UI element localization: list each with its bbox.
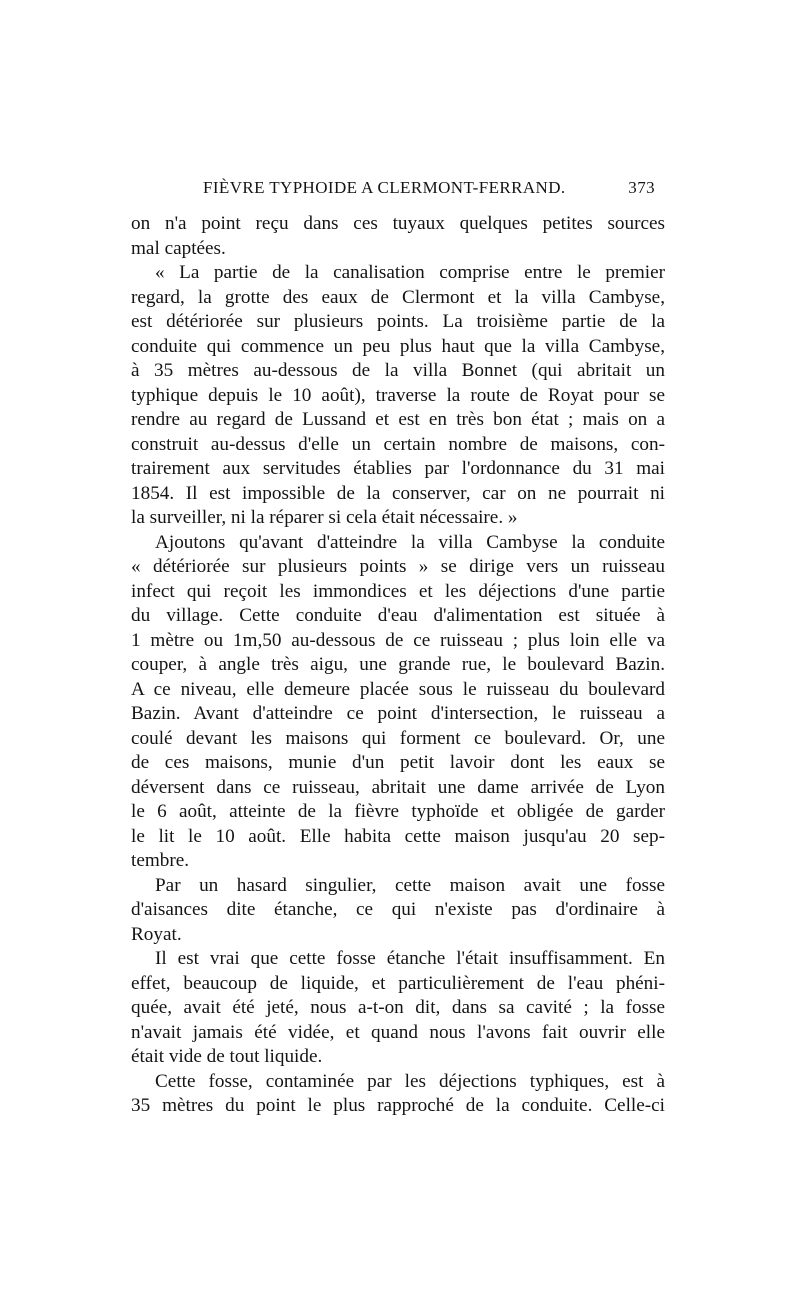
- text-line: Par un hasard singulier, cette maison avait une fosse: [155, 874, 665, 896]
- text-line: Royat.: [131, 923, 182, 945]
- text-line: la surveiller, ni la réparer si cela était nécessaire. »: [131, 507, 518, 528]
- text-line: à 35 mètres au-dessous de la villa Bonnet (qui abritait un: [131, 360, 665, 381]
- text-line: regard, la grotte des eaux de Clermont et la villa Cambyse,: [131, 286, 665, 308]
- text-line: est détériorée sur plusieurs points. La troisième partie de la: [131, 311, 665, 332]
- page-number: 373: [628, 178, 655, 197]
- text-line: Bazin. Avant d'atteindre ce point d'intersection, le ruisseau a: [131, 703, 665, 724]
- text-line: conduite qui commence un peu plus haut que la villa Cambyse,: [131, 335, 665, 357]
- text-line: de ces maisons, munie d'un petit lavoir dont les eaux se: [131, 752, 665, 773]
- paragraph: [131, 212, 665, 261]
- text-line: on n'a point reçu dans ces tuyaux quelques petites sources: [131, 213, 665, 234]
- paragraph: [131, 531, 665, 874]
- body-text: [131, 212, 665, 1119]
- text-line: construit au-dessus d'elle un certain nombre de maisons, con-: [131, 433, 665, 455]
- text-line: déversent dans ce ruisseau, abritait une dame arrivée de Lyon: [131, 776, 665, 798]
- text-line: A ce niveau, elle demeure placée sous le ruisseau du boulevard: [131, 678, 665, 700]
- text-line: coulé devant les maisons qui forment ce boulevard. Or, une: [131, 727, 665, 749]
- text-line: couper, à angle très aigu, une grande rue, le boulevard Bazin.: [131, 654, 665, 675]
- text-line: rendre au regard de Lussand et est en très bon état ; mais on a: [131, 409, 665, 430]
- text-line: typhique depuis le 10 août), traverse la route de Royat pour se: [131, 384, 665, 406]
- text-line: 1 mètre ou 1m,50 au-dessous de ce ruisseau ; plus loin elle va: [131, 629, 665, 651]
- running-title: FIÈVRE TYPHOIDE A CLERMONT-FERRAND.: [203, 178, 566, 197]
- text-line: était vide de tout liquide.: [131, 1046, 323, 1067]
- text-line: trairement aux servitudes établies par l'ordonnance du 31 mai: [131, 458, 665, 479]
- text-line: infect qui reçoit les immondices et les déjections d'une partie: [131, 580, 665, 602]
- text-line: tembre.: [131, 850, 190, 871]
- text-line: Il est vrai que cette fosse étanche l'était insuffisamment. En: [155, 948, 665, 969]
- text-line: 35 mètres du point le plus rapproché de la conduite. Celle-ci: [131, 1095, 665, 1116]
- book-page: [131, 178, 665, 1119]
- paragraph: [131, 1070, 665, 1119]
- text-line: quée, avait été jeté, nous a-t-on dit, dans sa cavité ; la fosse: [131, 997, 665, 1018]
- paragraph: [131, 947, 665, 1070]
- text-line: « La partie de la canalisation comprise entre le premier: [155, 262, 665, 283]
- paragraph: [131, 261, 665, 531]
- text-line: d'aisances dite étanche, ce qui n'existe pas d'ordinaire à: [131, 899, 665, 920]
- text-line: le lit le 10 août. Elle habita cette maison jusqu'au 20 sep-: [131, 825, 665, 847]
- text-line: du village. Cette conduite d'eau d'alimentation est située à: [131, 605, 665, 626]
- paragraph: [131, 874, 665, 948]
- text-line: n'avait jamais été vidée, et quand nous l'avons fait ouvrir elle: [131, 1021, 665, 1043]
- text-line: Ajoutons qu'avant d'atteindre la villa Cambyse la conduite: [155, 531, 665, 553]
- text-line: 1854. Il est impossible de la conserver, car on ne pourrait ni: [131, 482, 665, 504]
- page-header: [131, 178, 665, 206]
- text-line: le 6 août, atteinte de la fièvre typhoïde et obligée de garder: [131, 801, 665, 822]
- text-line: « détériorée sur plusieurs points » se dirige vers un ruisseau: [131, 556, 665, 577]
- text-line: Cette fosse, contaminée par les déjections typhiques, est à: [155, 1070, 665, 1092]
- text-line: mal captées.: [131, 237, 226, 259]
- text-line: effet, beaucoup de liquide, et particulièrement de l'eau phéni-: [131, 972, 665, 994]
